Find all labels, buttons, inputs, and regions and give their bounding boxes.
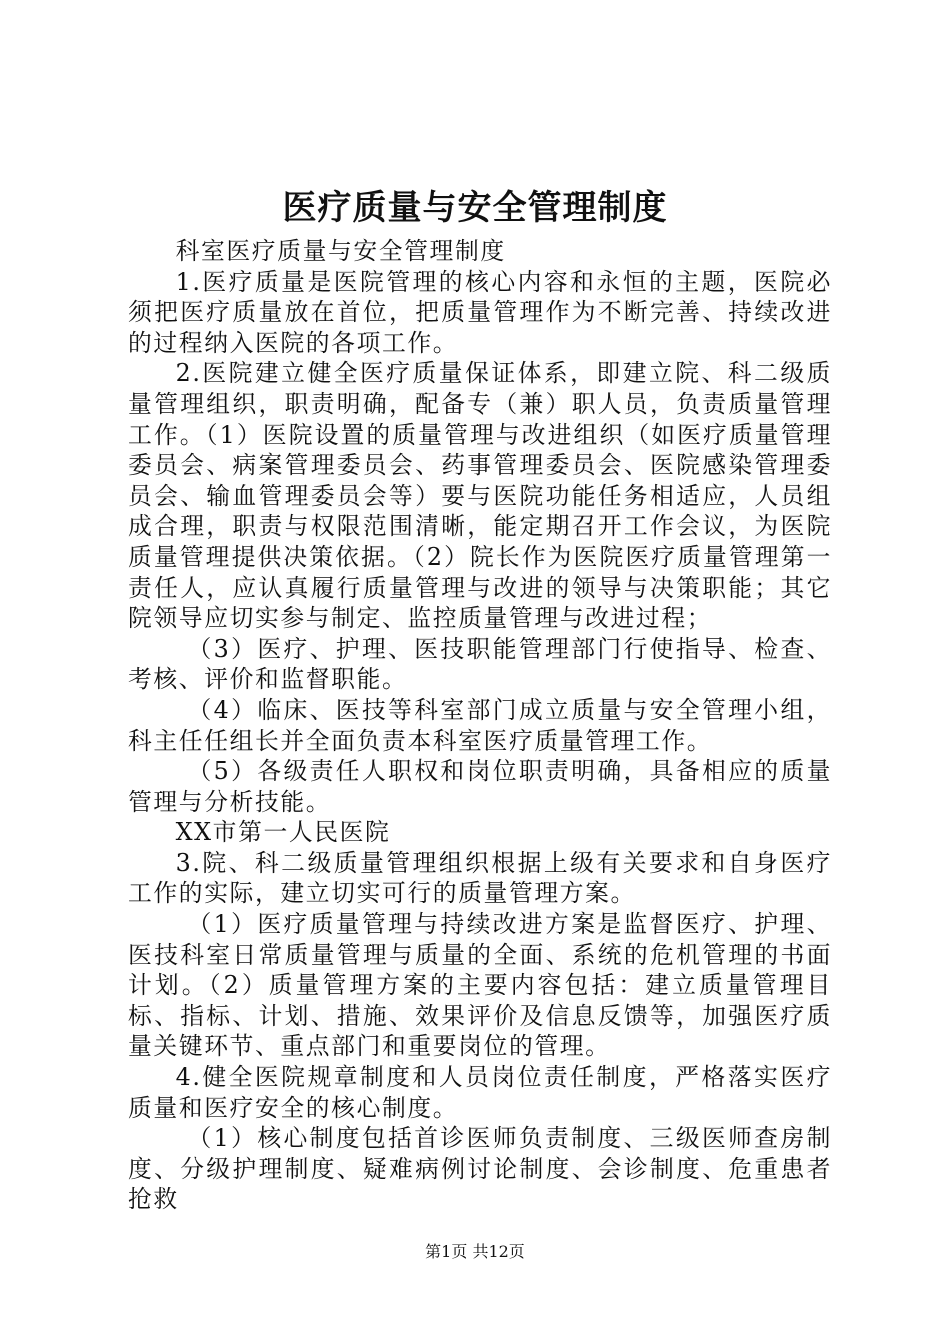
paragraph-hospital-name: XX市第一人民医院	[175, 818, 391, 847]
paragraph-item-1: 1.医疗质量是医院管理的核心内容和永恒的主题，医院必须把医疗质量放在首位，把质量管理作为不断完善、持续改进的过程纳入医院的各项工作。	[128, 267, 832, 357]
paragraph-item-2: 2.医院建立健全医疗质量保证体系，即建立院、科二级质量管理组织，职责明确，配备专（兼）职人员，负责质量管理工作。（1）医院设置的质量管理与改进组织（如医疗质量管理委员会、病案管理委员会、药事管理委员会、医院感染管理委员会、输血管理委员会等）要与医院功能任务相适应，人员组成合理，职责与权限范围清晰，能定期召开工作会议，为医院质量管理提供决策依据。（2）院长作为医院医疗质量管理第一责任人，应认真履行质量管理与改进的领导与决策职能；其它院领导应切实参与制定、监控质量管理与改进过程；	[128, 359, 832, 633]
paragraph-subitem-4: （4）临床、医技等科室部门成立质量与安全管理小组，科主任任组长并全面负责本科室医疗质量管理工作。	[128, 695, 832, 755]
document-title: 医疗质量与安全管理制度	[282, 188, 668, 228]
paragraph-heading: 科室医疗质量与安全管理制度	[175, 237, 506, 265]
paragraph-item-3: 3.院、科二级质量管理组织根据上级有关要求和自身医疗工作的实际，建立切实可行的质量管理方案。	[128, 848, 832, 908]
page-footer: 第1页 共12页	[425, 1242, 525, 1261]
document-body	[128, 236, 832, 1215]
paragraph-subitem-core: （1）核心制度包括首诊医师负责制度、三级医师查房制度、分级护理制度、疑难病例讨论制度、会诊制度、危重患者抢救	[128, 1124, 832, 1214]
paragraph-item-4: 4.健全医院规章制度和人员岗位责任制度，严格落实医疗质量和医疗安全的核心制度。	[128, 1063, 832, 1122]
paragraph-subitem-3: （3）医疗、护理、医技职能管理部门行使指导、检查、考核、评价和监督职能。	[128, 634, 832, 694]
paragraph-subitem-plan: （1）医疗质量管理与持续改进方案是监督医疗、护理、医技科室日常质量管理与质量的全面、系统的危机管理的书面计划。（2）质量管理方案的主要内容包括：建立质量管理目标、指标、计划、措施、效果评价及信息反馈等，加强医疗质量关键环节、重点部门和重要岗位的管理。	[128, 910, 832, 1061]
paragraph-subitem-5: （5）各级责任人职权和岗位职责明确，具备相应的质量管理与分析技能。	[128, 757, 832, 816]
